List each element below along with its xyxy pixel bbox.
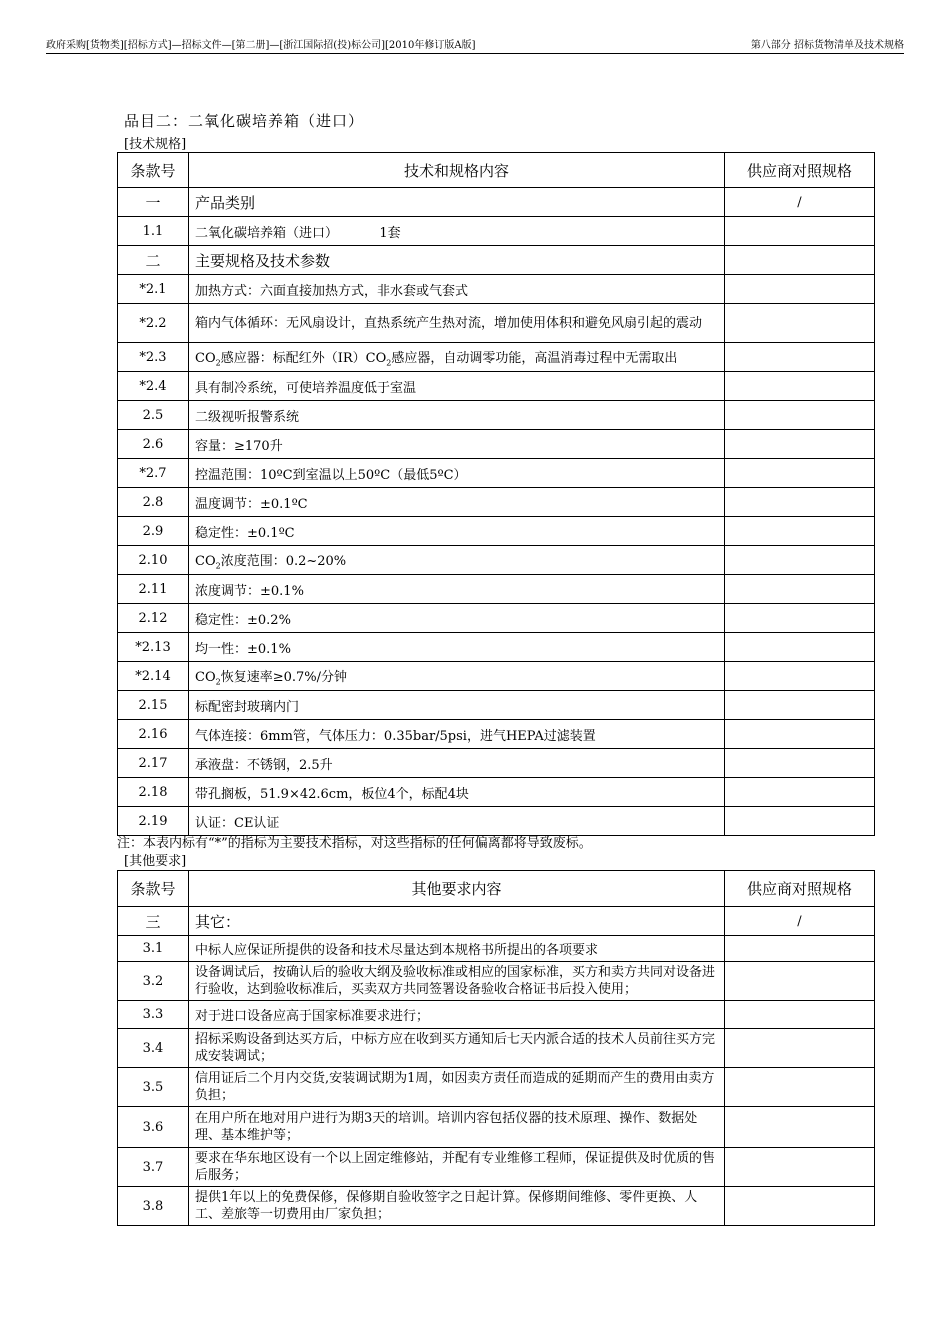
clause-content: 承液盘：不锈钢，2.5升 bbox=[189, 749, 725, 778]
clause-no: 3.8 bbox=[118, 1187, 189, 1226]
item-title: 品目二：二氧化碳培养箱（进口） bbox=[124, 112, 365, 130]
header-left: 政府采购[货物类][招标方式]—招标文件—[第二册]—[浙江国际招(投)标公司][2010年修订版A版] bbox=[46, 40, 476, 51]
clause-no: 2.16 bbox=[118, 720, 189, 749]
supplier-check bbox=[725, 662, 875, 691]
supplier-check bbox=[725, 720, 875, 749]
clause-no: *2.3 bbox=[118, 343, 189, 372]
table-row bbox=[118, 778, 875, 807]
clause-content: 产品类别 bbox=[189, 188, 725, 217]
clause-content: 箱内气体循环：无风扇设计，直热系统产生热对流，增加使用体积和避免风扇引起的震动 bbox=[189, 304, 725, 343]
supplier-check bbox=[725, 343, 875, 372]
clause-no: 3.4 bbox=[118, 1029, 189, 1068]
co2-text: CO bbox=[195, 553, 216, 569]
clause-no: 2.6 bbox=[118, 430, 189, 459]
clause-content: 均一性：±0.1% bbox=[189, 633, 725, 662]
clause-content: 稳定性：±0.1ºC bbox=[189, 517, 725, 546]
table-row bbox=[118, 749, 875, 778]
content-text: 感应器，自动调零功能，高温消毒过程中无需取出 bbox=[391, 350, 678, 366]
clause-no: 3.5 bbox=[118, 1068, 189, 1107]
header-clause-no: 条款号 bbox=[118, 871, 189, 907]
clause-content: 浓度调节：±0.1% bbox=[189, 575, 725, 604]
clause-no: 2.10 bbox=[118, 546, 189, 575]
subscript: 2 bbox=[386, 358, 392, 368]
table-row bbox=[118, 662, 875, 691]
table-row bbox=[118, 546, 875, 575]
table-row bbox=[118, 1001, 875, 1029]
clause-no: *2.2 bbox=[118, 304, 189, 343]
clause-content: 气体连接：6mm管，气体压力：0.35bar/5psi，进气HEPA过滤装置 bbox=[189, 720, 725, 749]
table-header-row bbox=[118, 871, 875, 907]
supplier-check bbox=[725, 372, 875, 401]
table-row bbox=[118, 691, 875, 720]
clause-content: 信用证后二个月内交货,安装调试期为1周，如因卖方责任而造成的延期而产生的费用由卖方负担； bbox=[189, 1068, 725, 1107]
table-row bbox=[118, 1107, 875, 1148]
clause-content: 认证：CE认证 bbox=[189, 807, 725, 836]
table-row bbox=[118, 401, 875, 430]
clause-no: 1.1 bbox=[118, 217, 189, 246]
tech-spec-table bbox=[117, 152, 875, 836]
subscript: 2 bbox=[215, 561, 221, 571]
supplier-check: / bbox=[725, 188, 875, 217]
clause-content: 稳定性：±0.2% bbox=[189, 604, 725, 633]
table-row bbox=[118, 633, 875, 662]
co2-text: CO bbox=[195, 669, 216, 685]
clause-content: 其它： bbox=[189, 907, 725, 936]
clause-content: 在用户所在地对用户进行为期3天的培训。培训内容包括仪器的技术原理、操作、数据处理、基本维护等； bbox=[189, 1107, 725, 1148]
supplier-check bbox=[725, 246, 875, 275]
clause-content: 控温范围：10ºC到室温以上50ºC（最低5ºC） bbox=[189, 459, 725, 488]
page-header bbox=[46, 36, 904, 54]
supplier-check bbox=[725, 430, 875, 459]
table-row bbox=[118, 962, 875, 1001]
supplier-check bbox=[725, 275, 875, 304]
clause-content bbox=[189, 662, 725, 691]
content-text: 感应器：标配红外（IR）CO bbox=[220, 350, 387, 366]
clause-no: 2.15 bbox=[118, 691, 189, 720]
subscript: 2 bbox=[215, 358, 221, 368]
table-row bbox=[118, 1068, 875, 1107]
table-header-row bbox=[118, 153, 875, 188]
header-content: 其他要求内容 bbox=[189, 871, 725, 907]
table-row bbox=[118, 488, 875, 517]
supplier-check bbox=[725, 575, 875, 604]
clause-no: 2.12 bbox=[118, 604, 189, 633]
supplier-check bbox=[725, 1107, 875, 1148]
supplier-check bbox=[725, 1148, 875, 1187]
table-row bbox=[118, 246, 875, 275]
supplier-check bbox=[725, 691, 875, 720]
clause-no: *2.1 bbox=[118, 275, 189, 304]
clause-content: 加热方式：六面直接加热方式，非水套或气套式 bbox=[189, 275, 725, 304]
clause-no: 一 bbox=[118, 188, 189, 217]
supplier-check bbox=[725, 778, 875, 807]
clause-no: *2.14 bbox=[118, 662, 189, 691]
clause-content: 容量：≥170升 bbox=[189, 430, 725, 459]
table-row bbox=[118, 372, 875, 401]
clause-content: 招标采购设备到达买方后，中标方应在收到买方通知后七天内派合适的技术人员前往买方完成安装调试； bbox=[189, 1029, 725, 1068]
table-row bbox=[118, 1187, 875, 1226]
supplier-check bbox=[725, 304, 875, 343]
clause-content: 二级视听报警系统 bbox=[189, 401, 725, 430]
supplier-check bbox=[725, 749, 875, 778]
content-text: 恢复速率≥0.7%/分钟 bbox=[220, 669, 348, 685]
clause-no: 2.11 bbox=[118, 575, 189, 604]
table-row bbox=[118, 1029, 875, 1068]
supplier-check bbox=[725, 1187, 875, 1226]
supplier-check bbox=[725, 1068, 875, 1107]
table-row bbox=[118, 720, 875, 749]
clause-no: 2.9 bbox=[118, 517, 189, 546]
tech-section-label: [技术规格] bbox=[124, 137, 187, 152]
clause-no: 2.8 bbox=[118, 488, 189, 517]
table-row bbox=[118, 907, 875, 936]
header-clause-no: 条款号 bbox=[118, 153, 189, 188]
table-row bbox=[118, 517, 875, 546]
table-row bbox=[118, 430, 875, 459]
table-note: 注：本表内标有“*”的指标为主要技术指标，对这些指标的任何偏离都将导致废标。 bbox=[117, 836, 592, 851]
clause-no: 2.5 bbox=[118, 401, 189, 430]
table-row bbox=[118, 275, 875, 304]
supplier-check bbox=[725, 1001, 875, 1029]
clause-no: *2.7 bbox=[118, 459, 189, 488]
clause-no: 2.18 bbox=[118, 778, 189, 807]
table-row bbox=[118, 575, 875, 604]
clause-no: 3.2 bbox=[118, 962, 189, 1001]
other-section-label: [其他要求] bbox=[124, 854, 187, 869]
subscript: 2 bbox=[215, 677, 221, 687]
clause-content bbox=[189, 343, 725, 372]
clause-no: 3.7 bbox=[118, 1148, 189, 1187]
supplier-check: / bbox=[725, 907, 875, 936]
supplier-check bbox=[725, 1029, 875, 1068]
clause-no: *2.13 bbox=[118, 633, 189, 662]
clause-content: 标配密封玻璃内门 bbox=[189, 691, 725, 720]
clause-no: 2.19 bbox=[118, 807, 189, 836]
header-content: 技术和规格内容 bbox=[189, 153, 725, 188]
supplier-check bbox=[725, 633, 875, 662]
table-row bbox=[118, 936, 875, 962]
supplier-check bbox=[725, 401, 875, 430]
table-row bbox=[118, 188, 875, 217]
clause-content: 提供1年以上的免费保修，保修期自验收签字之日起计算。保修期间维修、零件更换、人工、差旅等一切费用由厂家负担； bbox=[189, 1187, 725, 1226]
clause-no: 三 bbox=[118, 907, 189, 936]
supplier-check bbox=[725, 604, 875, 633]
table-row bbox=[118, 604, 875, 633]
header-supplier: 供应商对照规格 bbox=[725, 153, 875, 188]
clause-no: 3.6 bbox=[118, 1107, 189, 1148]
clause-no: 2.17 bbox=[118, 749, 189, 778]
supplier-check bbox=[725, 546, 875, 575]
clause-content: 对于进口设备应高于国家标准要求进行； bbox=[189, 1001, 725, 1029]
clause-content bbox=[189, 546, 725, 575]
clause-content: 带孔搁板，51.9×42.6cm，板位4个，标配4块 bbox=[189, 778, 725, 807]
clause-content: 要求在华东地区设有一个以上固定维修站，并配有专业维修工程师，保证提供及时优质的售后服务； bbox=[189, 1148, 725, 1187]
table-row bbox=[118, 304, 875, 343]
header-supplier: 供应商对照规格 bbox=[725, 871, 875, 907]
clause-no: *2.4 bbox=[118, 372, 189, 401]
header-right: 第八部分 招标货物清单及技术规格 bbox=[750, 40, 904, 51]
supplier-check bbox=[725, 807, 875, 836]
clause-content: 主要规格及技术参数 bbox=[189, 246, 725, 275]
clause-content: 中标人应保证所提供的设备和技术尽量达到本规格书所提出的各项要求 bbox=[189, 936, 725, 962]
table-row bbox=[118, 459, 875, 488]
clause-content: 二氧化碳培养箱（进口） 1套 bbox=[189, 217, 725, 246]
clause-content: 设备调试后，按确认后的验收大纲及验收标准或相应的国家标准，买方和卖方共同对设备进行验收，达到验收标准后，买卖双方共同签署设备验收合格证书后投入使用； bbox=[189, 962, 725, 1001]
clause-content: 具有制冷系统，可使培养温度低于室温 bbox=[189, 372, 725, 401]
supplier-check bbox=[725, 459, 875, 488]
content-text: 浓度范围：0.2~20% bbox=[220, 553, 347, 569]
table-row bbox=[118, 1148, 875, 1187]
supplier-check bbox=[725, 488, 875, 517]
clause-no: 二 bbox=[118, 246, 189, 275]
clause-content: 温度调节：±0.1ºC bbox=[189, 488, 725, 517]
clause-no: 3.1 bbox=[118, 936, 189, 962]
clause-no: 3.3 bbox=[118, 1001, 189, 1029]
table-row bbox=[118, 217, 875, 246]
supplier-check bbox=[725, 517, 875, 546]
table-row bbox=[118, 343, 875, 372]
supplier-check bbox=[725, 936, 875, 962]
co2-text: CO bbox=[195, 350, 216, 366]
other-requirements-table bbox=[117, 870, 875, 1226]
supplier-check bbox=[725, 217, 875, 246]
supplier-check bbox=[725, 962, 875, 1001]
